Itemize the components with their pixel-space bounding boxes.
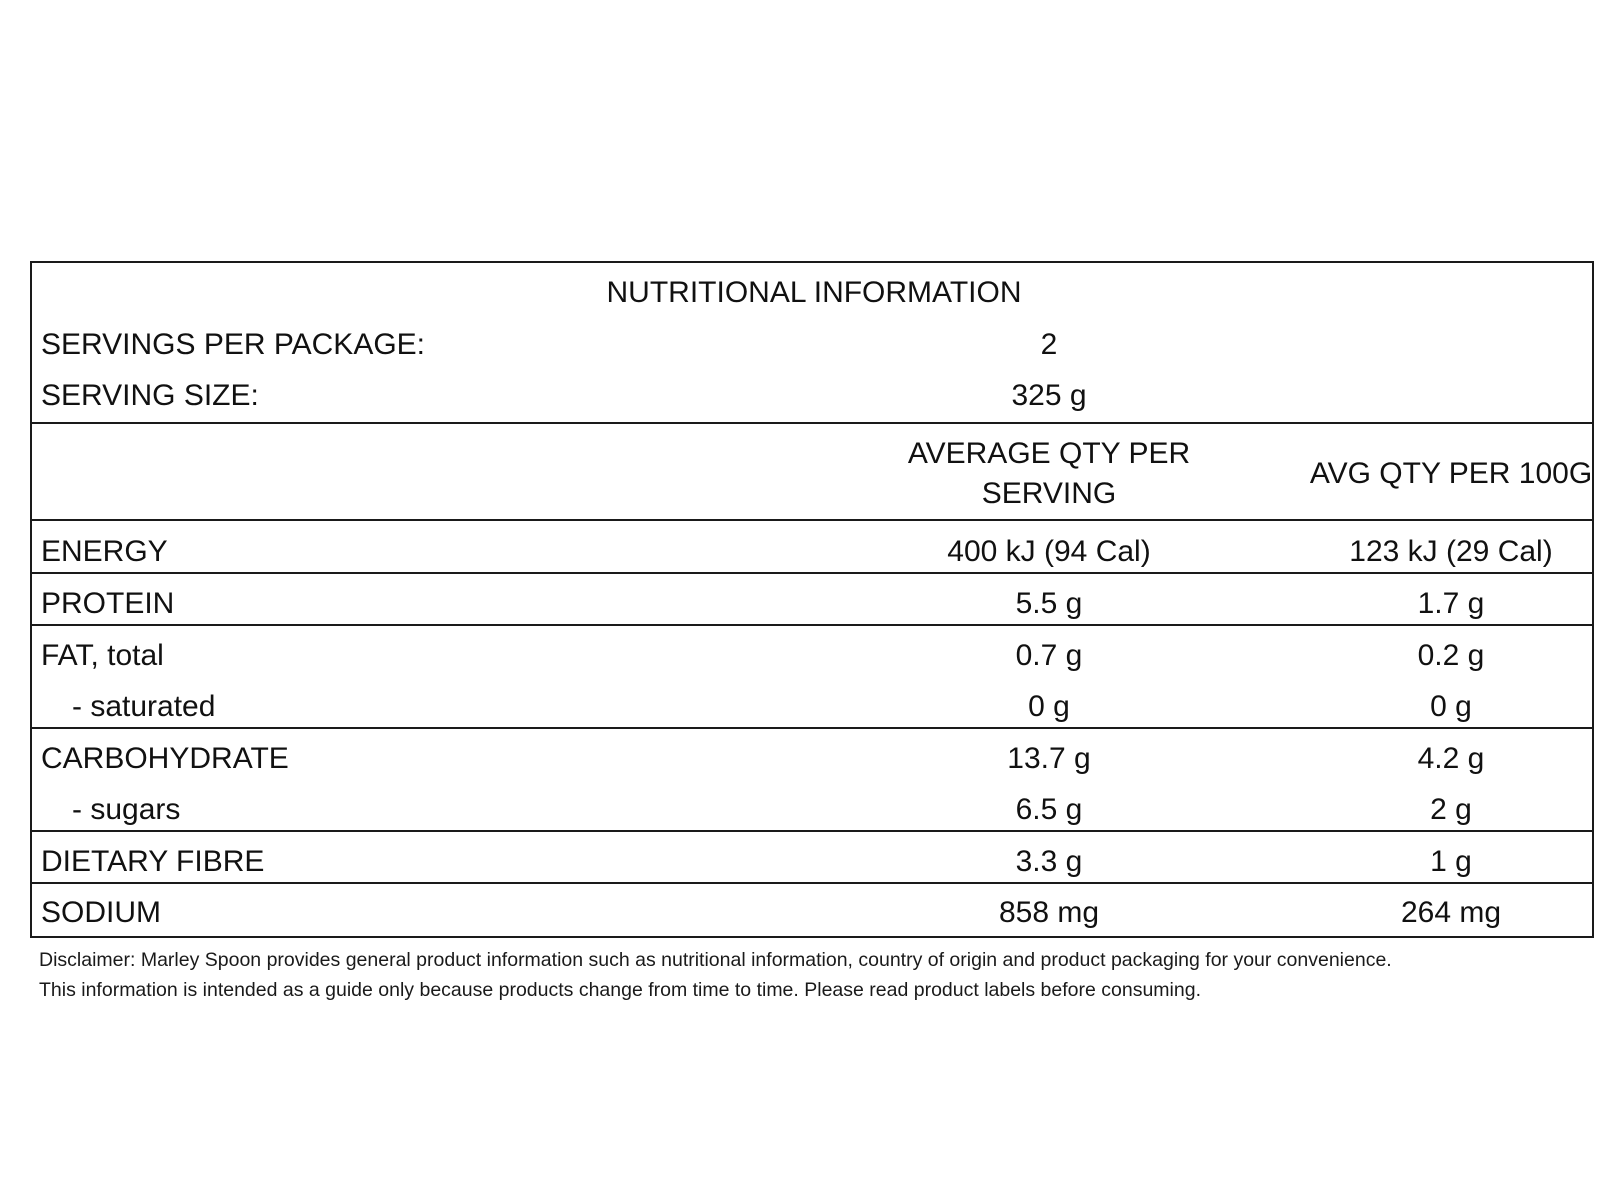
- nutrient-row-energy: [32, 525, 1592, 578]
- per-serving-value: 0.7 g: [1015, 639, 1083, 672]
- nutrient-label: SODIUM: [41, 896, 161, 929]
- nutrition-panel: [30, 261, 1594, 938]
- nutrient-label: FAT, total: [41, 639, 164, 672]
- divider: [32, 830, 1592, 832]
- per-serving-value: 858 mg: [998, 896, 1100, 929]
- per-100g-value: 2 g: [1430, 793, 1472, 826]
- column-header-per-serving-text: AVERAGE QTY PER SERVING: [907, 436, 1191, 510]
- per-serving-value: 5.5 g: [1015, 587, 1083, 620]
- servings-per-package-row: [32, 318, 1592, 371]
- nutrient-row-sodium: [32, 886, 1592, 939]
- nutrient-label: DIETARY FIBRE: [41, 845, 265, 878]
- nutrient-row-sugars: [32, 783, 1592, 836]
- panel-title: NUTRITIONAL INFORMATION: [606, 276, 1022, 309]
- divider: [32, 727, 1592, 729]
- per-100g-value: 1 g: [1430, 845, 1472, 878]
- nutrient-row-saturated: [32, 680, 1592, 733]
- serving-size-row: [32, 369, 1592, 422]
- per-serving-value: 13.7 g: [1007, 742, 1091, 775]
- serving-size-value: 325 g: [1011, 379, 1087, 412]
- disclaimer: [39, 945, 1579, 1005]
- disclaimer-line-1: Disclaimer: Marley Spoon provides general product information such as nutritional information, country of origin and product packaging for your convenience.: [39, 949, 1392, 971]
- disclaimer-line-2: This information is intended as a guide only because products change from time to time. Please read product labels before consuming.: [39, 979, 1201, 1001]
- per-100g-value: 123 kJ (29 Cal): [1349, 535, 1553, 568]
- nutrient-label: PROTEIN: [41, 587, 175, 620]
- nutrient-row-dietary-fibre: [32, 835, 1592, 888]
- nutrient-sub-label: - saturated: [72, 690, 216, 723]
- per-100g-value: 4.2 g: [1417, 742, 1485, 775]
- nutrient-sub-label: - sugars: [72, 793, 181, 826]
- divider: [32, 422, 1592, 424]
- column-header-per-serving: [782, 427, 1316, 520]
- nutrient-row-protein: [32, 577, 1592, 630]
- nutrient-row-carbohydrate: [32, 732, 1592, 785]
- servings-per-package-label: SERVINGS PER PACKAGE:: [41, 328, 426, 361]
- divider: [32, 882, 1592, 884]
- per-serving-value: 400 kJ (94 Cal): [947, 535, 1151, 568]
- per-100g-value: 0.2 g: [1417, 639, 1485, 672]
- title-row: [32, 266, 1592, 319]
- divider: [32, 572, 1592, 574]
- per-serving-value: 3.3 g: [1015, 845, 1083, 878]
- nutrient-label: ENERGY: [41, 535, 168, 568]
- servings-per-package-value: 2: [1040, 328, 1058, 361]
- nutrient-row-fat-total: [32, 629, 1592, 682]
- per-serving-value: 6.5 g: [1015, 793, 1083, 826]
- per-serving-value: 0 g: [1028, 690, 1070, 723]
- divider: [32, 519, 1592, 521]
- per-100g-value: 0 g: [1430, 690, 1472, 723]
- per-100g-value: 1.7 g: [1417, 587, 1485, 620]
- per-100g-value: 264 mg: [1400, 896, 1502, 929]
- column-header-per-100g: AVG QTY PER 100G: [1309, 456, 1593, 490]
- serving-size-label: SERVING SIZE:: [41, 379, 259, 412]
- divider: [32, 624, 1592, 626]
- nutrient-label: CARBOHYDRATE: [41, 742, 289, 775]
